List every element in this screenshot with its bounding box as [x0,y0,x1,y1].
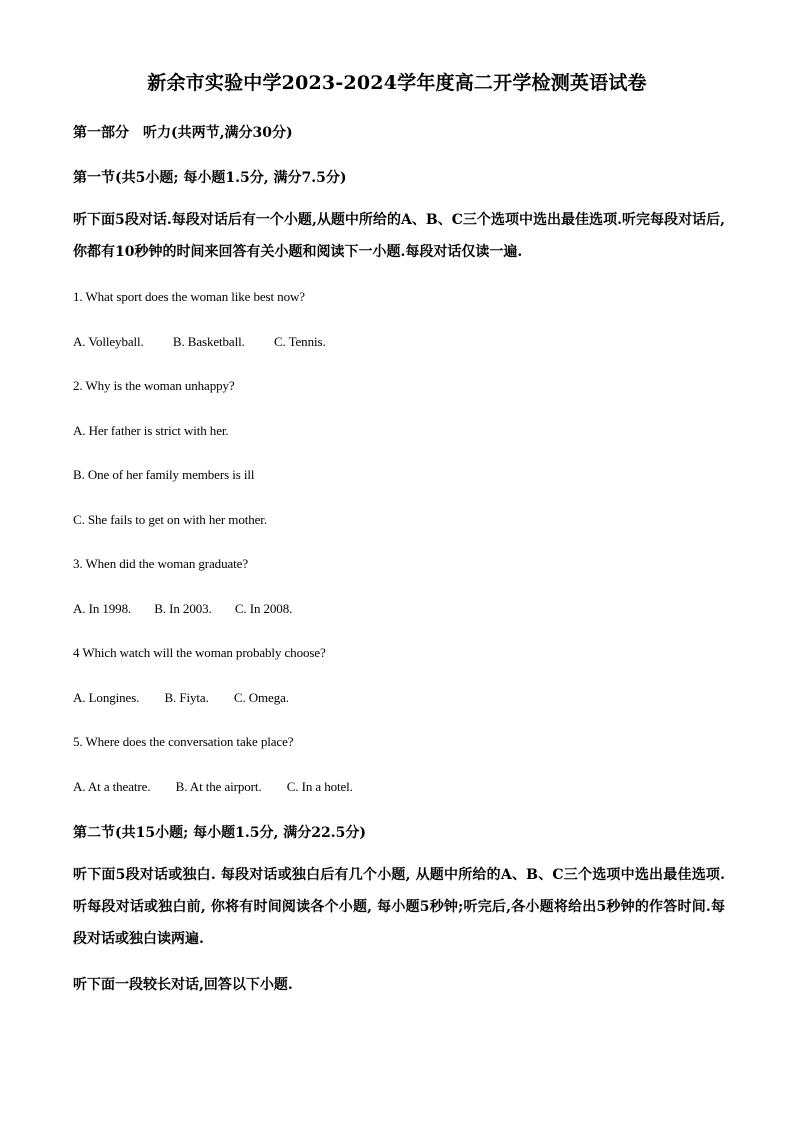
question-1-option-b: B. Basketball. [172,334,245,349]
question-2-option-c: C. She fails to get on with her mother. [73,512,267,527]
question-1-option-a: A. Volleyball. [73,334,144,349]
question-3-options [73,601,318,617]
question-2-option-b: B. One of her family members is ill [73,467,255,482]
question-3-option-b: B. In 2003. [154,601,212,616]
question-1-option-c: C. Tennis. [273,334,326,349]
question-4-option-b: B. Fiyta. [164,690,209,705]
section2-heading: 第二节(共15小题; 每小题1.5分, 满分22.5分) [73,825,366,841]
section1-heading: 第一节(共5小题; 每小题1.5分, 满分7.5分) [73,170,347,186]
question-1-options [73,334,352,350]
question-5-option-a: A. At a theatre. [73,779,151,794]
question-4-options [73,690,315,706]
question-5-options [73,779,379,795]
question-4-option-c: C. Omega. [233,690,289,705]
section2-instructions: 听下面5段对话或独白. 每段对话或独白后有几个小题, 从题中所给的A、B、C三个选项中选出最佳选项.听每段对话或独白前, 你将有时间阅读各个小题, 每小题5秒钟;听完后,各小题将给出5秒钟的作答时间.每段对话或独白读两遍. [73,867,725,947]
question-5-option-b: B. At the airport. [175,779,262,794]
question-2-stem: 2. Why is the woman unhappy? [73,378,235,393]
exam-title: 新余市实验中学2023-2024学年度高二开学检测英语试卷 [147,72,647,94]
question-4-stem: 4 Which watch will the woman probably choose? [73,645,326,660]
section2-sub-instruction: 听下面一段较长对话,回答以下小题. [73,977,293,993]
question-5-stem: 5. Where does the conversation take place? [73,734,294,749]
question-4-option-a: A. Longines. [73,690,140,705]
question-3-option-a: A. In 1998. [73,601,132,616]
question-1-stem: 1. What sport does the woman like best now? [73,289,305,304]
question-5-option-c: C. In a hotel. [286,779,353,794]
part1-heading: 第一部分 听力(共两节,满分30分) [73,125,293,141]
question-2-option-a: A. Her father is strict with her. [73,423,229,438]
question-3-option-c: C. In 2008. [234,601,293,616]
question-3-stem: 3. When did the woman graduate? [73,556,248,571]
section1-instructions: 听下面5段对话.每段对话后有一个小题,从题中所给的A、B、C三个选项中选出最佳选项.听完每段对话后, 你都有10秒钟的时间来回答有关小题和阅读下一小题.每段对话仅读一遍. [73,212,725,260]
